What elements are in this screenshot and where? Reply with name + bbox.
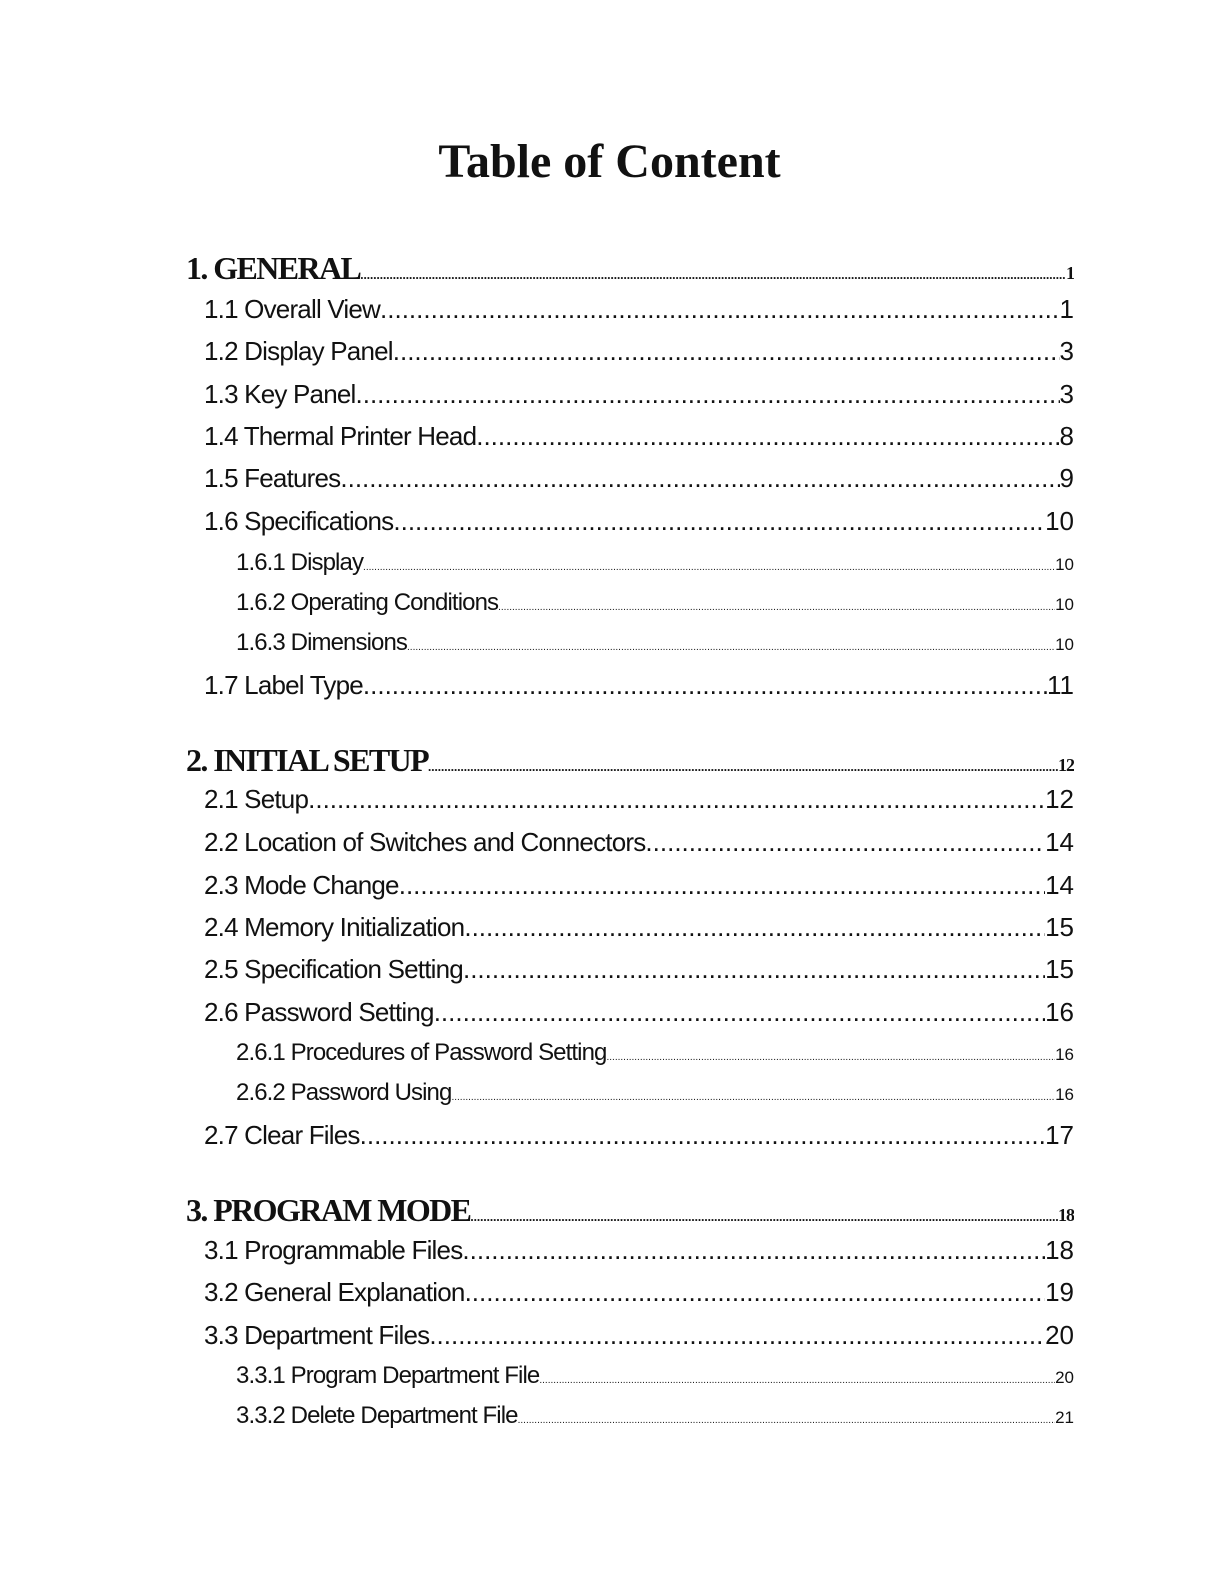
toc-entry-label: 3. PROGRAM MODE: [186, 1192, 471, 1228]
toc-entry-label: 3.2 General Explanation: [204, 1277, 465, 1307]
toc-entry-page-number: 10: [1055, 595, 1074, 614]
dot-leader: [428, 747, 1058, 780]
dot-leader: [393, 333, 1060, 369]
dot-leader: [360, 1117, 1045, 1153]
toc-entry-label: 1.7 Label Type: [204, 670, 363, 700]
toc-entry-label: 3.1 Programmable Files: [204, 1235, 463, 1265]
toc-entry-label: 2.7 Clear Files: [204, 1120, 360, 1150]
toc-entry-page-number: 10: [1055, 555, 1074, 574]
toc-entry-label: 1.6 Specifications: [204, 506, 394, 536]
toc-entry-page-number: 15: [1045, 912, 1074, 942]
toc-entry-page-number: 20: [1045, 1320, 1074, 1350]
toc-entry-label: 1. GENERAL: [186, 250, 361, 286]
toc-entry-page-number: 14: [1045, 870, 1074, 900]
dot-leader: [434, 994, 1045, 1030]
toc-entry-label: 1.2 Display Panel: [204, 336, 393, 366]
toc-entry-level-2[interactable]: [204, 667, 1074, 703]
dot-leader: [465, 1274, 1046, 1310]
dot-leader: [462, 1232, 1045, 1268]
toc-entry-level-2[interactable]: [204, 1274, 1074, 1310]
toc-entry-level-2[interactable]: [204, 824, 1074, 860]
toc-entry-level-2[interactable]: [204, 909, 1074, 945]
dot-leader: [645, 824, 1045, 860]
toc-entry-label: 2.3 Mode Change: [204, 870, 399, 900]
toc-entry-page-number: 12: [1045, 784, 1074, 814]
toc-entry-level-2[interactable]: [204, 1232, 1074, 1268]
toc-entry-page-number: 3: [1059, 379, 1074, 409]
toc-entry-level-2[interactable]: [204, 1317, 1074, 1353]
dot-leader: [607, 1042, 1056, 1069]
toc-entry-label: 2.2 Location of Switches and Connectors: [204, 827, 646, 857]
toc-entry-label: 1.6.1 Display: [236, 549, 364, 576]
toc-entry-page-number: 10: [1055, 635, 1074, 654]
toc-entry-page-number: 14: [1045, 827, 1074, 857]
dot-leader: [308, 781, 1045, 817]
toc-entry-page-number: 1: [1066, 263, 1074, 283]
toc-entry-level-1[interactable]: [186, 1190, 1074, 1230]
toc-entry-label: 1.6.2 Operating Conditions: [236, 589, 499, 616]
dot-leader: [470, 1197, 1058, 1230]
toc-entry-level-2[interactable]: [204, 781, 1074, 817]
toc-entry-page-number: 19: [1045, 1277, 1074, 1307]
toc-entry-page-number: 17: [1045, 1120, 1074, 1150]
toc-entry-label: 3.3.1 Program Department File: [236, 1362, 540, 1389]
toc-entry-label: 2.4 Memory Initialization: [204, 912, 465, 942]
dot-leader: [451, 1082, 1055, 1109]
toc-entry-page-number: 15: [1045, 954, 1074, 984]
toc-entry-page-number: 18: [1058, 1205, 1074, 1225]
dot-leader: [518, 1405, 1055, 1432]
dot-leader: [363, 667, 1047, 703]
dot-leader: [464, 909, 1045, 945]
toc-entry-page-number: 8: [1059, 421, 1074, 451]
toc-entry-level-3[interactable]: [236, 547, 1074, 579]
toc-entry-label: 3.3.2 Delete Department File: [236, 1402, 518, 1429]
page-title: Table of Content: [438, 135, 781, 188]
toc-entry-level-2[interactable]: [204, 951, 1074, 987]
toc-entry-page-number: 1: [1059, 294, 1074, 324]
toc-entry-label: 2.6.2 Password Using: [236, 1079, 452, 1106]
toc-entry-level-2[interactable]: [204, 333, 1074, 369]
dot-leader: [393, 503, 1045, 539]
dot-leader: [360, 255, 1066, 288]
toc-entry-level-2[interactable]: [204, 867, 1074, 903]
toc-entry-level-3[interactable]: [236, 1037, 1074, 1069]
toc-entry-page-number: 18: [1045, 1235, 1074, 1265]
toc-entry-page-number: 16: [1055, 1085, 1074, 1104]
toc-entry-label: 2.5 Specification Setting: [204, 954, 463, 984]
dot-leader: [380, 291, 1060, 327]
dot-leader: [498, 592, 1055, 619]
toc-entry-level-2[interactable]: [204, 994, 1074, 1030]
toc-entry-level-3[interactable]: [236, 1400, 1074, 1432]
toc-entry-level-2[interactable]: [204, 376, 1074, 412]
toc-entry-level-3[interactable]: [236, 627, 1074, 659]
toc-entry-page-number: 10: [1045, 506, 1074, 536]
toc-entry-page-number: 3: [1059, 336, 1074, 366]
toc-entry-label: 1.3 Key Panel: [204, 379, 356, 409]
dot-leader: [399, 867, 1045, 903]
toc-entry-page-number: 12: [1058, 755, 1074, 775]
toc-entry-label: 1.5 Features: [204, 463, 341, 493]
toc-entry-level-3[interactable]: [236, 587, 1074, 619]
toc-entry-page-number: 9: [1059, 463, 1074, 493]
toc-entry-page-number: 21: [1055, 1408, 1074, 1427]
toc-entry-level-3[interactable]: [236, 1360, 1074, 1392]
toc-entry-label: 1.6.3 Dimensions: [236, 629, 408, 656]
toc-entry-level-2[interactable]: [204, 1117, 1074, 1153]
dot-leader: [539, 1365, 1055, 1392]
dot-leader: [407, 632, 1055, 659]
dot-leader: [429, 1317, 1045, 1353]
dot-leader: [340, 460, 1059, 496]
dot-leader: [463, 951, 1045, 987]
dot-leader: [363, 552, 1055, 579]
toc-entry-page-number: 16: [1045, 997, 1074, 1027]
toc-entry-label: 2. INITIAL SETUP: [186, 742, 429, 778]
toc-entry-page-number: 20: [1055, 1368, 1074, 1387]
toc-entry-page-number: 11: [1047, 670, 1074, 700]
toc-entry-label: 1.4 Thermal Printer Head: [204, 421, 477, 451]
toc-entry-label: 1.1 Overall View: [204, 294, 381, 324]
toc-entry-label: 2.1 Setup: [204, 784, 309, 814]
toc-entry-level-1[interactable]: [186, 248, 1074, 288]
toc-entry-label: 3.3 Department Files: [204, 1320, 430, 1350]
toc-entry-level-3[interactable]: [236, 1077, 1074, 1109]
dot-leader: [356, 376, 1060, 412]
toc-entry-level-2[interactable]: [204, 503, 1074, 539]
toc-entry-level-2[interactable]: [204, 291, 1074, 327]
dot-leader: [476, 418, 1059, 454]
toc-entry-label: 2.6.1 Procedures of Password Setting: [236, 1039, 607, 1066]
toc-entry-level-1[interactable]: [186, 740, 1074, 780]
toc-entry-level-2[interactable]: [204, 418, 1074, 454]
toc-entry-label: 2.6 Password Setting: [204, 997, 434, 1027]
toc-entry-page-number: 16: [1055, 1045, 1074, 1064]
toc-entry-level-2[interactable]: [204, 460, 1074, 496]
